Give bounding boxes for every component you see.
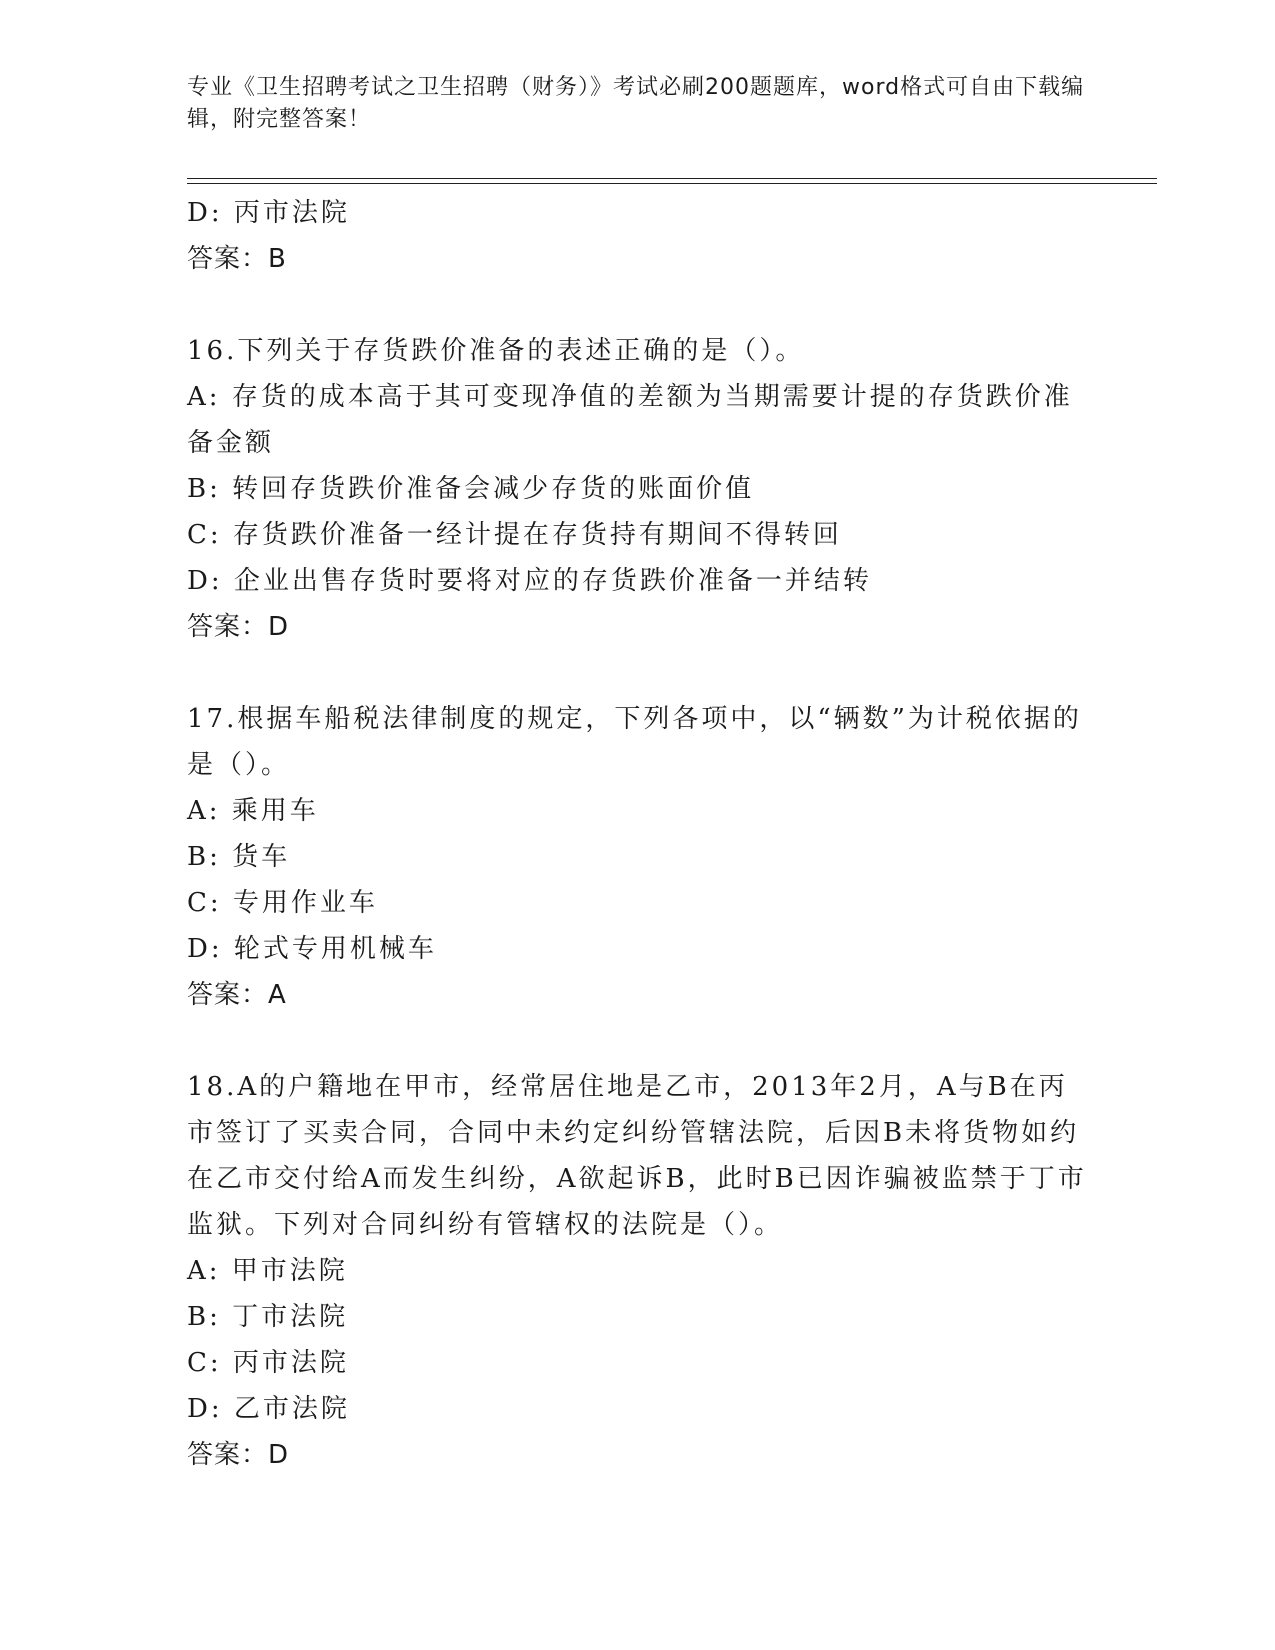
- option-d: D: 轮式专用机械车: [187, 934, 437, 964]
- question-block-prev: [187, 190, 1087, 282]
- option-b: B: 货车: [187, 842, 291, 872]
- header-divider-bottom: [187, 183, 1157, 184]
- question-stem: 16.下列关于存货跌价准备的表述正确的是（）。: [187, 336, 805, 366]
- question-stem: 17.根据车船税法律制度的规定，下列各项中，以“辆数”为计税依据的是（）。: [187, 704, 1082, 780]
- option-a: A: 乘用车: [187, 796, 319, 826]
- question-stem: 18.A的户籍地在甲市，经常居住地是乙市，2013年2月，A与B在丙市签订了买卖合同，合同中未约定纠纷管辖法院，后因B未将货物如约在乙市交付给A而发生纠纷，A欲起诉B，此时B已因诈骗被监禁于丁市监狱。下列对合同纠纷有管辖权的法院是（）。: [187, 1072, 1087, 1240]
- question-block-16: [187, 328, 1087, 650]
- option-a: A: 甲市法院: [187, 1256, 348, 1286]
- option-d: D: 丙市法院: [187, 198, 350, 228]
- option-d: D: 企业出售存货时要将对应的存货跌价准备一并结转: [187, 566, 872, 596]
- question-list: [187, 190, 1087, 1478]
- option-b: B: 转回存货跌价准备会减少存货的账面价值: [187, 474, 755, 504]
- spacer: [187, 282, 1087, 328]
- option-d: D: 乙市法院: [187, 1394, 350, 1424]
- answer-line: 答案：D: [187, 1440, 290, 1470]
- option-b: B: 丁市法院: [187, 1302, 349, 1332]
- option-c: C: 专用作业车: [187, 888, 378, 918]
- question-block-17: [187, 696, 1087, 1018]
- option-c: C: 丙市法院: [187, 1348, 349, 1378]
- header-divider-top: [187, 178, 1157, 179]
- answer-line: 答案：D: [187, 612, 290, 642]
- spacer: [187, 650, 1087, 696]
- question-block-18: [187, 1064, 1087, 1478]
- option-c: C: 存货跌价准备一经计提在存货持有期间不得转回: [187, 520, 842, 550]
- option-a: A: 存货的成本高于其可变现净值的差额为当期需要计提的存货跌价准备金额: [187, 382, 1073, 458]
- spacer: [187, 1018, 1087, 1064]
- document-header: 专业《卫生招聘考试之卫生招聘（财务）》考试必刷200题题库，word格式可自由下载编辑，附完整答案！: [187, 75, 1085, 132]
- answer-line: 答案：B: [187, 244, 287, 274]
- answer-line: 答案：A: [187, 980, 287, 1010]
